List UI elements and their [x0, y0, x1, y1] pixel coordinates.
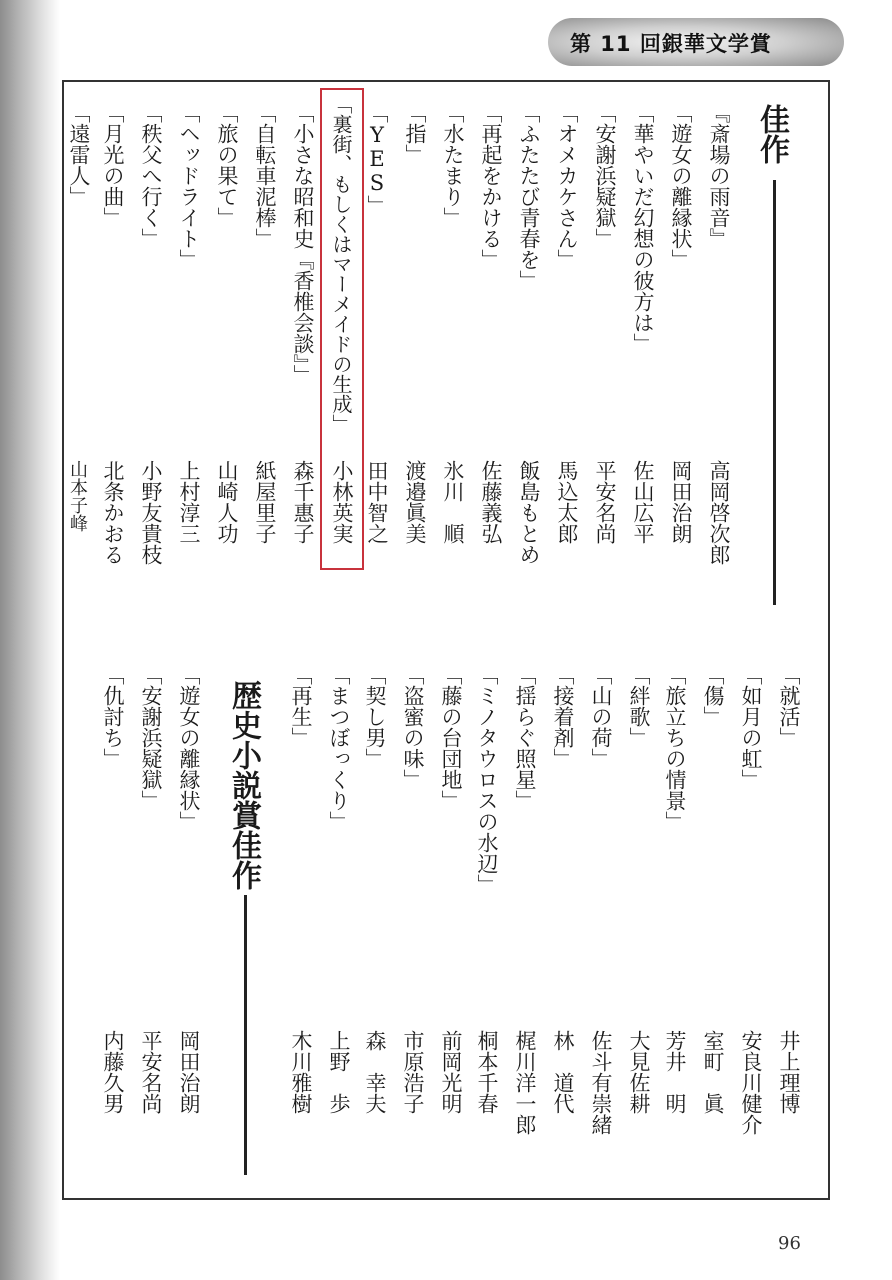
entry-author: 林 道代 [551, 1030, 575, 1114]
entry-title: 「遊女の離縁状」 [669, 102, 693, 270]
entry-author: 田中智之 [365, 460, 389, 544]
entry-author: 佐斗有崇緒 [589, 1030, 613, 1135]
entry-title: 「仇討ち」 [101, 664, 125, 769]
award-title: 第 11 回銀華文学賞 [570, 32, 772, 56]
entry-title: 「契し男」 [363, 664, 387, 769]
page-number: 96 [778, 1233, 801, 1254]
entry-title: 「傷」 [701, 664, 725, 727]
entry-title: 「秩父へ行く」 [139, 102, 163, 249]
entry-title: 「ミノタウロスの水辺」 [475, 664, 499, 895]
entry-title: 「水たまり」 [441, 102, 465, 228]
entry-author: 森千惠子 [291, 460, 315, 544]
entry-title: 「遊女の離縁状」 [177, 664, 201, 832]
section-heading-rule [773, 180, 776, 605]
entry-title: 「安謝浜疑獄」 [593, 102, 617, 249]
entry-title: 「遠雷人」 [67, 102, 91, 207]
entry-author: 北条かおる [101, 460, 125, 565]
entry-title: 「華やいだ幻想の彼方は」 [631, 102, 655, 354]
entry-title: 「まつぼっくり」 [327, 664, 351, 832]
book-spine-shadow [0, 0, 60, 1280]
entry-title: 「就活」 [777, 664, 801, 748]
entry-author: 山本子峰 [67, 460, 88, 532]
entry-title: 「YES」 [365, 102, 389, 216]
entry-author: 岡田治朗 [669, 460, 693, 544]
entry-title: 「藤の台団地」 [439, 664, 463, 811]
entry-title: 「如月の虹」 [739, 664, 763, 790]
section-heading-kasaku: 佳作 [754, 104, 789, 164]
entry-title: 「ふたたび青春を」 [517, 102, 541, 291]
entry-author: 上村淳三 [177, 460, 201, 544]
entry-author: 木川雅樹 [289, 1030, 313, 1114]
entry-title: 「自転車泥棒」 [253, 102, 277, 249]
entry-author-highlighted: 小林英実 [330, 460, 354, 544]
entry-author: 大見佐耕 [627, 1030, 651, 1114]
entry-author: 内藤久男 [101, 1030, 125, 1114]
entry-title: 「旅の果て」 [215, 102, 239, 228]
entry-title: 「再生」 [289, 664, 313, 748]
entry-author: 桐本千春 [475, 1030, 499, 1114]
entry-author: 氷川 順 [441, 460, 465, 544]
entry-author: 上野 歩 [327, 1030, 351, 1114]
entry-title: 「指」 [403, 102, 427, 165]
entry-author: 平安名尚 [593, 460, 617, 544]
entry-title: 「ヘッドライト」 [177, 102, 201, 270]
entry-author: 佐山広平 [631, 460, 655, 544]
entry-author: 岡田治朗 [177, 1030, 201, 1114]
entry-title: 「月光の曲」 [101, 102, 125, 228]
entry-author: 前岡光明 [439, 1030, 463, 1114]
entry-title: 「安謝浜疑獄」 [139, 664, 163, 811]
entry-author: 飯島もとめ [517, 460, 541, 565]
entry-title-highlighted: 「裏街、もしくはマーメイドの生成」 [329, 94, 353, 434]
entry-author: 山崎人功 [215, 460, 239, 544]
entry-author: 市原浩子 [401, 1030, 425, 1114]
entry-title: 「盗蜜の味」 [401, 664, 425, 790]
entry-author: 井上理博 [777, 1030, 801, 1114]
entry-title: 「旅立ちの情景」 [663, 664, 687, 832]
entry-author: 渡邉眞美 [403, 460, 427, 544]
entry-title: 「再起をかける」 [479, 102, 503, 270]
entry-title: 「小さな昭和史『香椎会談』」 [291, 102, 315, 386]
entry-title: 「揺らぐ照星」 [513, 664, 537, 811]
entry-title: 『斎場の雨音』 [707, 102, 731, 249]
entry-title: 「山の荷」 [589, 664, 613, 769]
entry-author: 室町 眞 [701, 1030, 725, 1114]
section-heading-historical: 歴史小説賞佳作 [226, 680, 261, 890]
entry-author: 紙屋里子 [253, 460, 277, 544]
entry-author: 森 幸夫 [363, 1030, 387, 1114]
entry-author: 馬込太郎 [555, 460, 579, 544]
entry-author: 小野友貴枝 [139, 460, 163, 565]
entry-title: 「接着剤」 [551, 664, 575, 769]
entry-author: 平安名尚 [139, 1030, 163, 1114]
entry-author: 芳井 明 [663, 1030, 687, 1114]
section-heading-rule [244, 895, 247, 1175]
entry-author: 梶川洋一郎 [513, 1030, 537, 1135]
entry-author: 安良川健介 [739, 1030, 763, 1135]
entry-title: 「オメカケさん」 [555, 102, 579, 270]
entry-author: 佐藤義弘 [479, 460, 503, 544]
entry-author: 高岡啓次郎 [707, 460, 731, 565]
entry-title: 「絆歌」 [627, 664, 651, 748]
